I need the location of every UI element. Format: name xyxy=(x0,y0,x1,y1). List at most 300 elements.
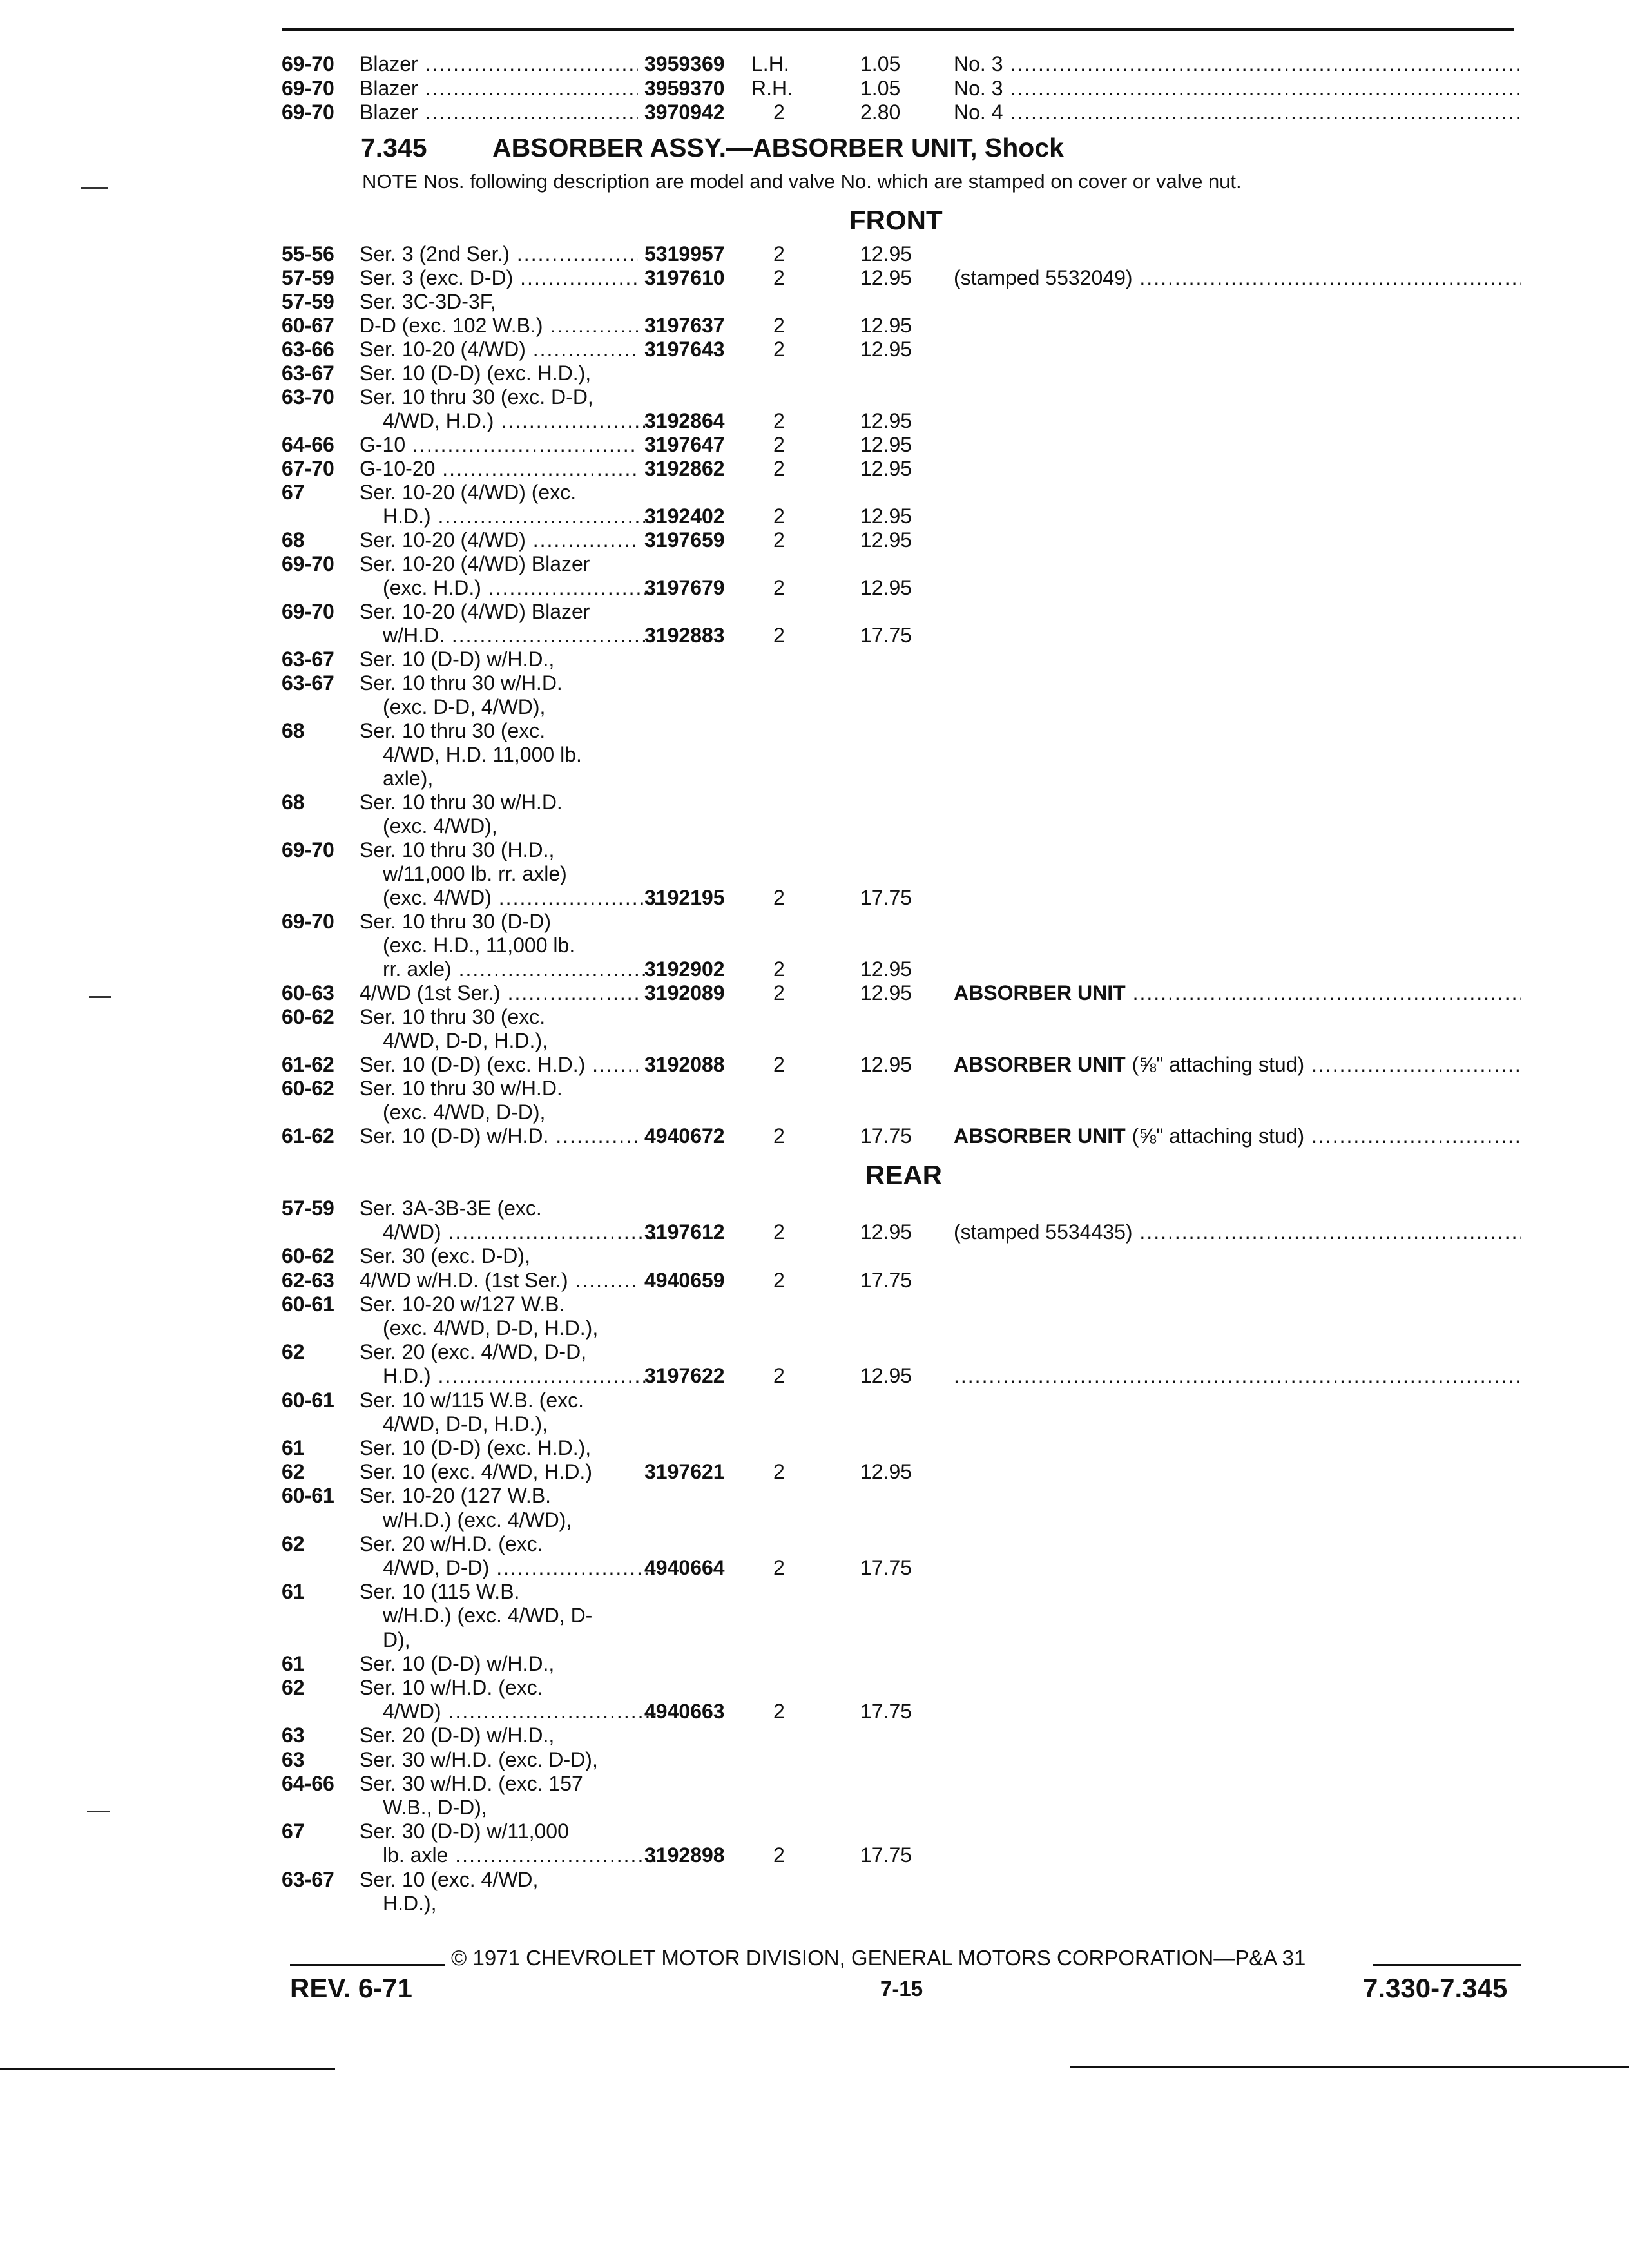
quantity: 2 xyxy=(773,266,785,289)
table-row xyxy=(0,313,1629,338)
description xyxy=(360,1747,638,1772)
table-row xyxy=(0,671,1629,695)
description-text: rr. axle) ..... xyxy=(383,957,661,981)
description-text: Blazer ..... xyxy=(360,101,638,124)
description xyxy=(360,814,661,838)
remark-text xyxy=(954,52,1521,75)
description xyxy=(360,957,661,981)
description xyxy=(360,790,638,814)
description-text: Ser. 10-20 (4/WD) ..... xyxy=(360,528,638,552)
remark-text xyxy=(954,266,1521,289)
remark xyxy=(954,100,1521,124)
description-text: 4/WD, H.D.) ..... xyxy=(383,409,661,432)
table-row xyxy=(0,718,1629,743)
part-number: 3197643 xyxy=(644,338,725,361)
description-text: Ser. 20 (exc. 4/WD, D-D, xyxy=(360,1340,587,1364)
description-text: G-10-20 ..... xyxy=(360,457,638,480)
description xyxy=(360,1363,661,1388)
quantity: 2 xyxy=(773,528,785,552)
description-text: D), xyxy=(383,1628,410,1651)
table-row xyxy=(0,1244,1629,1268)
table-row xyxy=(0,838,1629,862)
description-text: Ser. 10 (D-D) w/H.D., xyxy=(360,1651,555,1675)
remark-text xyxy=(954,1364,1521,1387)
part-number: 3197647 xyxy=(644,433,725,456)
description xyxy=(360,1436,638,1460)
description-text: Ser. 10 thru 30 (D-D) xyxy=(360,910,551,933)
quantity: 2 xyxy=(773,981,785,1004)
description xyxy=(360,1220,661,1244)
table-row xyxy=(0,1412,1629,1436)
description-text: Ser. 10 (115 W.B. xyxy=(360,1580,520,1604)
part-number: 3197659 xyxy=(644,528,725,552)
description xyxy=(360,456,638,481)
description-text: Ser. 10-20 (4/WD) (exc. xyxy=(360,481,577,504)
model-year: 69-70 xyxy=(282,838,334,861)
description xyxy=(360,337,638,361)
description-text: Ser. 10 thru 30 w/H.D. xyxy=(360,671,563,695)
price: 12.95 xyxy=(860,266,912,289)
front-heading: FRONT xyxy=(849,205,943,235)
description-text: Blazer ..... xyxy=(360,77,638,100)
price: 17.75 xyxy=(860,1700,912,1724)
remark-text xyxy=(954,1053,1521,1076)
description-text: 4/WD, D-D, H.D.), xyxy=(383,1029,548,1052)
part-number: 3192088 xyxy=(644,1053,725,1076)
description xyxy=(360,432,638,457)
table-row xyxy=(0,361,1629,385)
description xyxy=(360,1508,661,1532)
model-year: 57-59 xyxy=(282,1196,334,1220)
section-note: NOTE Nos. following description are model and valve No. which are stamped on cover or valve nut. xyxy=(362,170,1242,193)
margin-mark xyxy=(87,1811,110,1812)
part-number: 4940659 xyxy=(644,1268,725,1292)
remark-text xyxy=(954,77,1521,100)
table-row xyxy=(0,814,1629,838)
footer-copyright: © 1971 CHEVROLET MOTOR DIVISION, GENERAL MOTORS CORPORATION—P&A 31 xyxy=(451,1946,1306,1970)
description-text: Ser. 10 w/H.D. (exc. xyxy=(360,1676,543,1699)
description xyxy=(360,623,661,648)
model-year: 69-70 xyxy=(282,52,334,75)
price: 12.95 xyxy=(860,409,912,432)
description xyxy=(360,1651,638,1676)
quantity: 2 xyxy=(773,957,785,981)
part-number: 3192864 xyxy=(644,409,725,432)
price: 12.95 xyxy=(860,957,912,981)
description-text: Ser. 20 (D-D) w/H.D., xyxy=(360,1724,555,1747)
description xyxy=(360,1532,638,1556)
quantity: 2 xyxy=(773,1460,785,1484)
table-row xyxy=(0,1292,1629,1316)
remark-main: No. 3 xyxy=(954,76,1003,100)
price: 12.95 xyxy=(860,338,912,361)
description xyxy=(360,1555,661,1580)
description-text: (exc. D-D, 4/WD), xyxy=(383,695,546,718)
description xyxy=(360,838,638,862)
footer-page-number: 7-15 xyxy=(880,1977,923,2001)
description xyxy=(360,981,638,1005)
description-text: Ser. 10 (D-D) (exc. H.D.) ..... xyxy=(360,1053,638,1076)
table-row xyxy=(0,1363,1629,1388)
description xyxy=(360,718,638,743)
description xyxy=(360,671,638,695)
model-year: 63 xyxy=(282,1724,305,1747)
description xyxy=(360,313,638,338)
quantity: 2 xyxy=(773,1268,785,1292)
quantity: 2 xyxy=(773,1556,785,1579)
description xyxy=(360,480,638,505)
price: 12.95 xyxy=(860,1053,912,1076)
description xyxy=(360,408,661,433)
description xyxy=(360,504,661,528)
table-row xyxy=(0,504,1629,528)
description xyxy=(360,575,661,600)
description-text: Ser. 10 thru 30 (exc. D-D, xyxy=(360,385,593,408)
remark-main: ABSORBER UNIT xyxy=(954,981,1126,1004)
price: 1.05 xyxy=(860,52,901,75)
description xyxy=(360,1628,661,1652)
quantity: 2 xyxy=(773,886,785,909)
table-row xyxy=(0,1795,1629,1820)
table-row xyxy=(0,1699,1629,1724)
table-row xyxy=(0,1508,1629,1532)
description-text: Ser. 10-20 w/127 W.B. xyxy=(360,1292,565,1316)
part-number: 4940664 xyxy=(644,1556,725,1579)
part-number: 4940672 xyxy=(644,1124,725,1148)
table-row xyxy=(0,408,1629,433)
quantity: 2 xyxy=(773,409,785,432)
quantity: 2 xyxy=(773,433,785,456)
model-year: 61-62 xyxy=(282,1053,334,1076)
description xyxy=(360,385,638,409)
description xyxy=(360,647,638,671)
quantity: 2 xyxy=(773,1053,785,1076)
table-row xyxy=(0,265,1629,290)
model-year: 62-63 xyxy=(282,1268,334,1292)
price: 2.80 xyxy=(860,101,901,124)
table-row xyxy=(0,1220,1629,1244)
remark xyxy=(954,265,1521,290)
model-year: 68 xyxy=(282,791,305,814)
footer-revision: REV. 6-71 xyxy=(290,1973,412,2003)
description xyxy=(360,1196,638,1220)
table-row xyxy=(0,1196,1629,1220)
description xyxy=(360,289,638,314)
model-year: 63-67 xyxy=(282,648,334,671)
description xyxy=(360,909,638,934)
remark xyxy=(954,981,1521,1005)
table-row xyxy=(0,528,1629,552)
description-text: (exc. 4/WD, D-D, H.D.), xyxy=(383,1316,599,1340)
description xyxy=(360,1699,661,1724)
description xyxy=(360,1867,638,1892)
model-year: 60-67 xyxy=(282,314,334,337)
table-row xyxy=(0,480,1629,505)
table-row xyxy=(0,1436,1629,1460)
description xyxy=(360,1028,661,1053)
table-row xyxy=(0,1483,1629,1508)
description-text: Ser. 30 w/H.D. (exc. D-D), xyxy=(360,1747,598,1771)
description-text: Ser. 10-20 (4/WD) Blazer xyxy=(360,552,590,575)
description-text: 4/WD (1st Ser.) ..... xyxy=(360,981,638,1004)
table-row xyxy=(0,933,1629,957)
description-text: Ser. 10 (D-D) w/H.D., xyxy=(360,648,555,671)
model-year: 69-70 xyxy=(282,910,334,933)
description-text: Ser. 10 thru 30 w/H.D. xyxy=(360,791,563,814)
table-row xyxy=(0,1459,1629,1484)
quantity: 2 xyxy=(773,1124,785,1148)
description-text: Ser. 10 (exc. 4/WD, xyxy=(360,1867,539,1891)
table-row xyxy=(0,1268,1629,1293)
model-year: 62 xyxy=(282,1532,305,1555)
table-row xyxy=(0,289,1629,314)
table-row xyxy=(0,1628,1629,1652)
model-year: 60-62 xyxy=(282,1244,334,1268)
table-row xyxy=(0,1532,1629,1556)
model-year: 60-61 xyxy=(282,1388,334,1412)
model-year: 61 xyxy=(282,1580,305,1604)
description-text: 4/WD, D-D, H.D.), xyxy=(383,1412,548,1436)
table-row xyxy=(0,100,1629,124)
model-year: 63-70 xyxy=(282,385,334,408)
model-year: 63 xyxy=(282,1747,305,1771)
table-row xyxy=(0,337,1629,361)
price: 12.95 xyxy=(860,576,912,599)
part-number: 3197610 xyxy=(644,266,725,289)
description xyxy=(360,1268,638,1293)
table-row xyxy=(0,1819,1629,1843)
description xyxy=(360,1579,638,1604)
footer-rule-left xyxy=(290,1964,445,1966)
section-title: ABSORBER ASSY.—ABSORBER UNIT, Shock xyxy=(492,133,1064,162)
footer-rule-right xyxy=(1373,1964,1521,1966)
table-row xyxy=(0,1004,1629,1029)
model-year: 63-66 xyxy=(282,338,334,361)
price: 12.95 xyxy=(860,457,912,480)
price: 17.75 xyxy=(860,624,912,647)
description-text: Ser. 10 (exc. 4/WD, H.D.) xyxy=(360,1460,592,1484)
model-year: 67 xyxy=(282,1820,305,1843)
description xyxy=(360,1771,638,1796)
table-row xyxy=(0,1076,1629,1100)
description xyxy=(360,1795,661,1820)
model-year: 62 xyxy=(282,1460,305,1484)
description-text: lb. axle ..... xyxy=(383,1843,661,1867)
table-row xyxy=(0,1052,1629,1077)
description-text: w/H.D.) (exc. 4/WD), xyxy=(383,1508,572,1532)
model-year: 68 xyxy=(282,719,305,742)
remark xyxy=(954,52,1521,76)
model-year: 67-70 xyxy=(282,457,334,480)
description-text: Blazer ..... xyxy=(360,52,638,75)
description-text: H.D.) ..... xyxy=(383,1364,661,1387)
table-row xyxy=(0,957,1629,981)
description xyxy=(360,1388,638,1412)
description xyxy=(360,766,661,791)
description-text: Ser. 10 thru 30 (H.D., xyxy=(360,838,555,861)
table-row xyxy=(0,575,1629,600)
model-year: 63-67 xyxy=(282,1867,334,1891)
description-text: (exc. H.D., 11,000 lb. xyxy=(383,934,575,957)
table-row xyxy=(0,766,1629,791)
margin-mark xyxy=(81,187,108,189)
model-year: 61-62 xyxy=(282,1124,334,1148)
description xyxy=(360,1603,661,1628)
table-row xyxy=(0,1388,1629,1412)
description xyxy=(360,742,661,767)
price: 17.75 xyxy=(860,1124,912,1148)
table-row xyxy=(0,1555,1629,1580)
description-text: Ser. 20 w/H.D. (exc. xyxy=(360,1532,543,1555)
quantity: 2 xyxy=(773,101,785,124)
table-row xyxy=(0,1675,1629,1700)
description xyxy=(360,52,638,76)
model-year: 63-67 xyxy=(282,361,334,385)
remark-text xyxy=(954,981,1521,1004)
price: 17.75 xyxy=(860,1843,912,1867)
table-row xyxy=(0,1723,1629,1747)
description xyxy=(360,1004,638,1029)
description xyxy=(360,552,638,576)
table-row xyxy=(0,456,1629,481)
part-number: 3192195 xyxy=(644,886,725,909)
remark xyxy=(954,1363,1521,1388)
model-year: 64-66 xyxy=(282,433,334,456)
part-number: 3197637 xyxy=(644,314,725,337)
part-number: 3192402 xyxy=(644,505,725,528)
model-year: 61 xyxy=(282,1651,305,1675)
model-year: 69-70 xyxy=(282,600,334,623)
description-text: G-10 ..... xyxy=(360,433,638,456)
description-text: Ser. 10-20 (127 W.B. xyxy=(360,1484,552,1508)
remark-extra: (⅝" attaching stud) ..... xyxy=(1132,1124,1521,1148)
description-text: 4/WD, H.D. 11,000 lb. xyxy=(383,743,582,766)
quantity: 2 xyxy=(773,338,785,361)
description xyxy=(360,1723,638,1747)
model-year: 60-61 xyxy=(282,1484,334,1508)
description-text: Ser. 10 thru 30 (exc. xyxy=(360,719,546,742)
description-text: 4/WD) ..... xyxy=(383,1220,661,1244)
description xyxy=(360,1316,661,1340)
remark-main: ABSORBER UNIT xyxy=(954,1053,1126,1076)
description-text: 4/WD w/H.D. (1st Ser.) ..... xyxy=(360,1269,638,1292)
description-text: Ser. 10 w/115 W.B. (exc. xyxy=(360,1388,584,1412)
model-year: 61 xyxy=(282,1436,305,1459)
part-number: 3192862 xyxy=(644,457,725,480)
quantity: 2 xyxy=(773,624,785,647)
price: 17.75 xyxy=(860,1268,912,1292)
remark-main: No. 4 xyxy=(954,101,1003,124)
description-text: H.D.), xyxy=(383,1891,437,1915)
part-number: 3959370 xyxy=(644,76,725,100)
description xyxy=(360,1292,638,1316)
description xyxy=(360,933,661,957)
remark xyxy=(954,1220,1521,1244)
table-row xyxy=(0,909,1629,934)
remark xyxy=(954,76,1521,101)
model-year: 69-70 xyxy=(282,76,334,100)
description xyxy=(360,1340,638,1364)
description-text: Ser. 3A-3B-3E (exc. xyxy=(360,1196,542,1220)
description-text: Ser. 30 w/H.D. (exc. 157 xyxy=(360,1771,583,1795)
table-row xyxy=(0,1340,1629,1364)
description-text: (exc. H.D.) ..... xyxy=(383,576,661,599)
description xyxy=(360,599,638,624)
quantity: 2 xyxy=(773,1700,785,1724)
description-text: w/11,000 lb. rr. axle) xyxy=(383,862,567,885)
price: 12.95 xyxy=(860,242,912,265)
quantity: 2 xyxy=(773,576,785,599)
price: 12.95 xyxy=(860,1364,912,1388)
description xyxy=(360,1124,638,1148)
description-text: Ser. 10 (D-D) w/H.D. ..... xyxy=(360,1124,638,1148)
description-text: w/H.D.) (exc. 4/WD, D- xyxy=(383,1604,593,1628)
table-row xyxy=(0,432,1629,457)
description xyxy=(360,1675,638,1700)
margin-mark xyxy=(89,996,111,998)
description-text: Ser. 10 thru 30 (exc. xyxy=(360,1005,546,1028)
table-row xyxy=(0,1843,1629,1867)
table-row xyxy=(0,385,1629,409)
table-row xyxy=(0,623,1629,648)
rear-heading: REAR xyxy=(865,1160,943,1190)
description-text: Ser. 30 (D-D) w/11,000 xyxy=(360,1820,569,1843)
price: 17.75 xyxy=(860,886,912,909)
table-row xyxy=(0,695,1629,719)
description-text: w/H.D. ..... xyxy=(383,624,661,647)
part-number: 3970942 xyxy=(644,101,725,124)
table-row xyxy=(0,52,1629,76)
part-side: R.H. xyxy=(751,76,793,100)
description-text: 4/WD) ..... xyxy=(383,1700,661,1723)
price: 12.95 xyxy=(860,314,912,337)
remark xyxy=(954,1052,1521,1077)
description xyxy=(360,695,661,719)
quantity: 2 xyxy=(773,1364,785,1388)
table-row xyxy=(0,647,1629,671)
model-year: 69-70 xyxy=(282,101,334,124)
quantity: 2 xyxy=(773,457,785,480)
description xyxy=(360,1483,638,1508)
remark xyxy=(954,1124,1521,1148)
price: 12.95 xyxy=(860,528,912,552)
model-year: 57-59 xyxy=(282,266,334,289)
price: 12.95 xyxy=(860,1220,912,1244)
description-text: Ser. 10 thru 30 w/H.D. xyxy=(360,1077,563,1100)
description-text: Ser. 3 (2nd Ser.) ..... xyxy=(360,242,638,265)
model-year: 60-62 xyxy=(282,1077,334,1100)
model-year: 62 xyxy=(282,1340,305,1364)
part-number: 3192089 xyxy=(644,981,725,1004)
table-row xyxy=(0,1579,1629,1604)
description-text: Ser. 30 (exc. D-D), xyxy=(360,1244,530,1268)
description xyxy=(360,76,638,101)
remark-text xyxy=(954,1124,1521,1148)
quantity: 2 xyxy=(773,505,785,528)
remark-extra: (⅝" attaching stud) ..... xyxy=(1132,1053,1521,1076)
description-text: 4/WD, D-D) ..... xyxy=(383,1556,661,1579)
description-text: (exc. 4/WD), xyxy=(383,814,497,838)
description-text: (exc. 4/WD, D-D), xyxy=(383,1100,546,1124)
table-row xyxy=(0,861,1629,886)
part-number: 3959369 xyxy=(644,52,725,75)
description xyxy=(360,528,638,552)
table-row xyxy=(0,599,1629,624)
description-text: W.B., D-D), xyxy=(383,1796,487,1819)
remark-text xyxy=(954,101,1521,124)
description xyxy=(360,861,661,886)
table-row xyxy=(0,1747,1629,1772)
